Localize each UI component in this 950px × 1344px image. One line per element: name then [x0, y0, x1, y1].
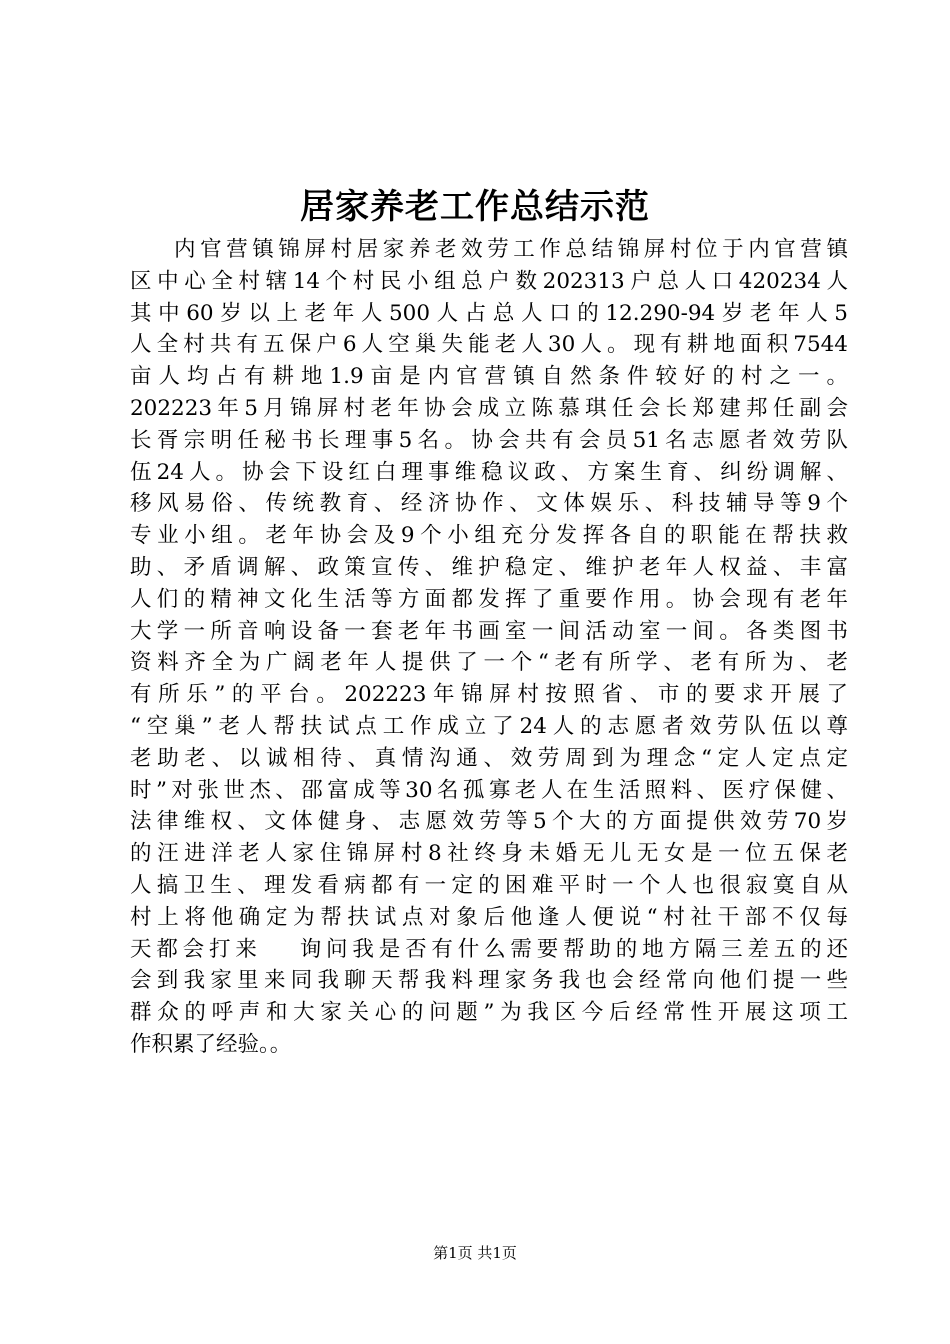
text-line: 伍24人。协会下设红白理事维稳议政、方案生育、纠纷调解、	[130, 459, 848, 485]
text-line: 区中心全村辖14个村民小组总户数202313户总人口420234人	[130, 268, 848, 294]
text-line: 其中60岁以上老年人500人占总人口的12.290-94岁老年人5	[130, 300, 848, 326]
text-line: 内官营镇锦屏村居家养老效劳工作总结锦屏村位于内官营镇	[174, 237, 848, 262]
text-line: 天都会打来 询问我是否有什么需要帮助的地方隔三差五的还	[130, 936, 848, 962]
text-line: 人全村共有五保户6人空巢失能老人30人。现有耕地面积7544	[130, 332, 848, 358]
text-line: 作积累了经验。。	[130, 1031, 292, 1057]
text-line: “空巢”老人帮扶试点工作成立了24人的志愿者效劳队伍以尊	[130, 713, 848, 739]
text-line: 202223年5月锦屏村老年协会成立陈慕琪任会长郑建邦任副会	[130, 395, 848, 421]
text-line: 有所乐”的平台。202223年锦屏村按照省、市的要求开展了	[130, 682, 848, 708]
text-line: 长胥宗明任秘书长理事5名。协会共有会员51名志愿者效劳队	[130, 427, 848, 453]
text-line: 人搞卫生、理发看病都有一定的困难平时一个人也很寂寞自从	[130, 872, 848, 898]
body-paragraph	[130, 234, 848, 1061]
text-line: 亩人均占有耕地1.9亩是内官营镇自然条件较好的村之一。	[130, 364, 848, 390]
text-line: 资料齐全为广阔老年人提供了一个“老有所学、老有所为、老	[130, 650, 848, 676]
text-line: 群众的呼声和大家关心的问题”为我区今后经常性开展这项工	[130, 1000, 848, 1026]
text-line: 移风易俗、传统教育、经济协作、文体娱乐、科技辅导等9个	[130, 491, 848, 517]
text-line: 法律维权、文体健身、志愿效劳等5个大的方面提供效劳70岁	[130, 809, 848, 835]
text-line: 会到我家里来同我聊天帮我料理家务我也会经常向他们提一些	[130, 968, 848, 994]
page-footer: 第1页 共1页	[433, 1244, 517, 1262]
text-line: 老助老、以诚相待、真情沟通、效劳周到为理念“定人定点定	[130, 745, 848, 771]
text-line: 大学一所音响设备一套老年书画室一间活动室一间。各类图书	[130, 618, 848, 644]
text-line: 村上将他确定为帮扶试点对象后他逢人便说“村社干部不仅每	[130, 904, 848, 930]
text-line: 人们的精神文化生活等方面都发挥了重要作用。协会现有老年	[130, 586, 848, 612]
document-title: 居家养老工作总结示范	[300, 187, 650, 227]
text-line: 的汪进洋老人家住锦屏村8社终身未婚无儿无女是一位五保老	[130, 841, 848, 867]
text-line: 时”对张世杰、邵富成等30名孤寡老人在生活照料、医疗保健、	[130, 777, 848, 803]
text-line: 助、矛盾调解、政策宣传、维护稳定、维护老年人权益、丰富	[130, 554, 848, 580]
text-line: 专业小组。老年协会及9个小组充分发挥各自的职能在帮扶救	[130, 523, 848, 549]
